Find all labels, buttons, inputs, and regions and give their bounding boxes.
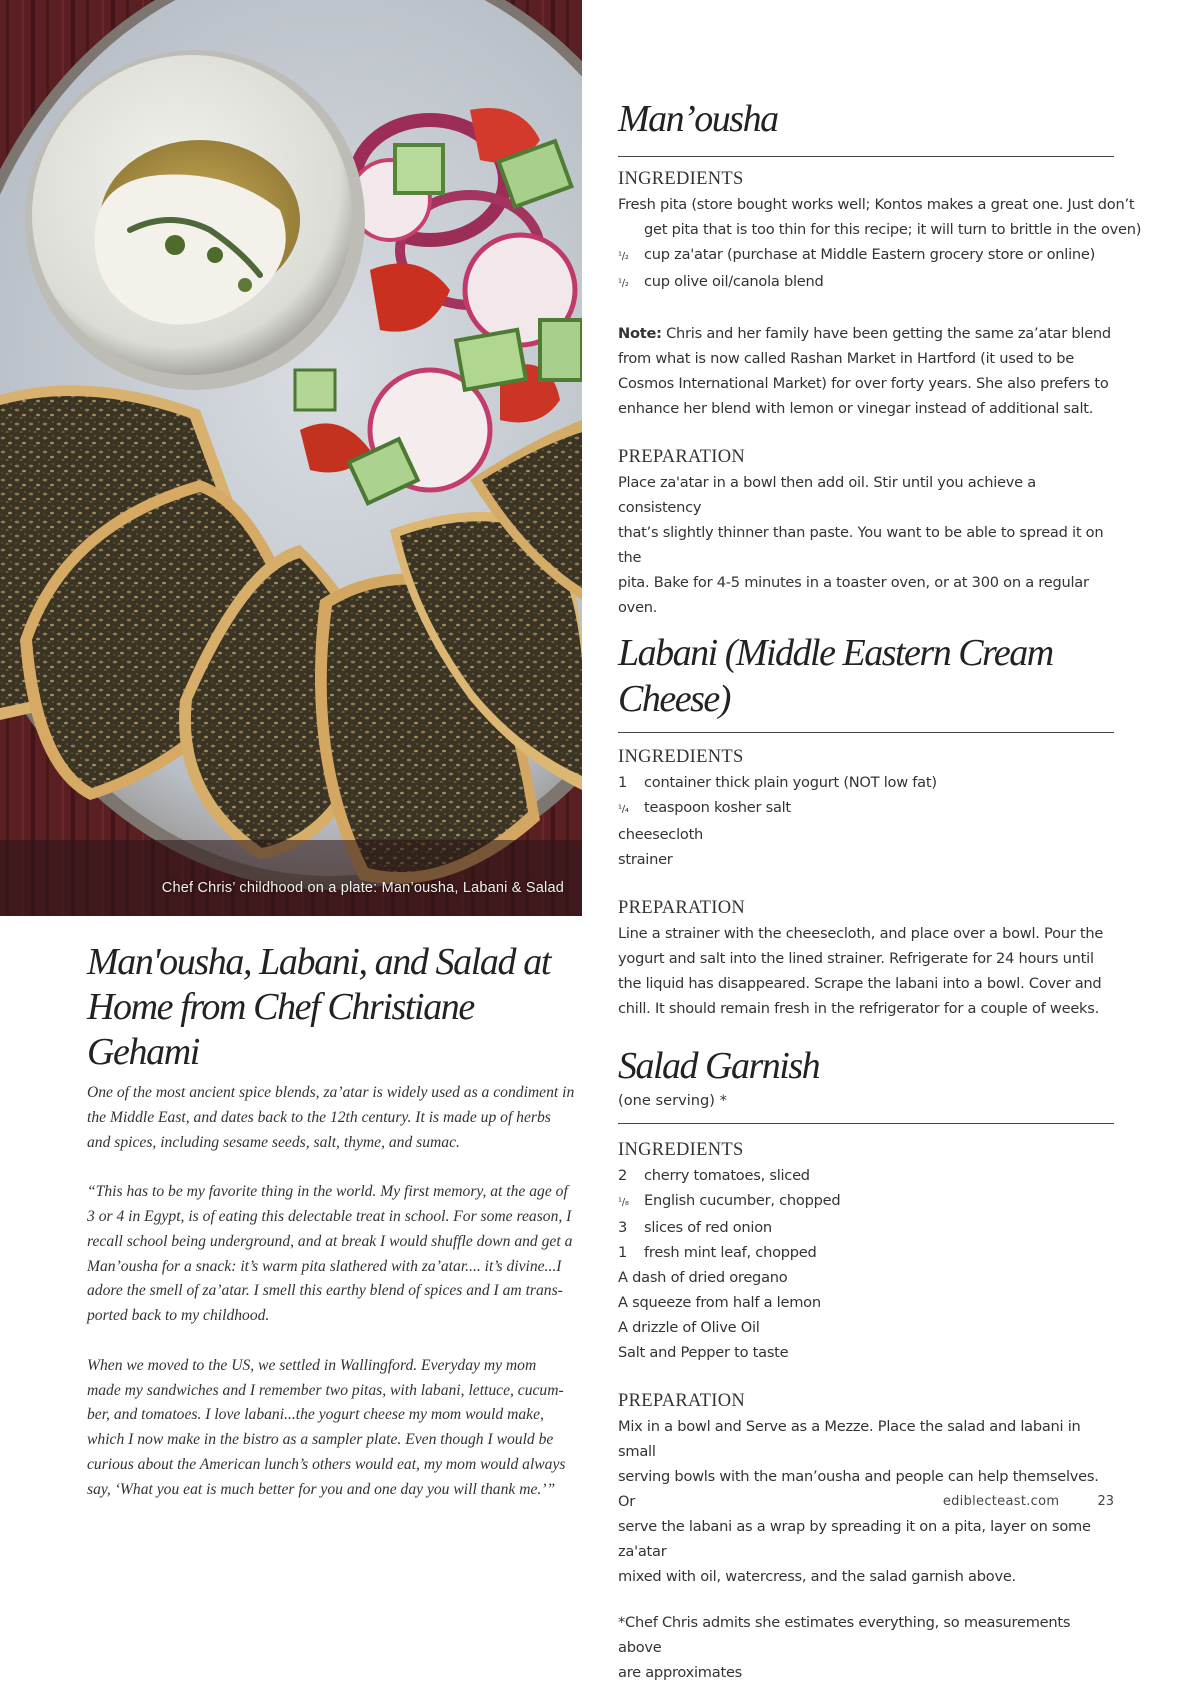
recipe-manousha [618, 96, 1142, 620]
page-footer [943, 1494, 1114, 1509]
ingredient-qty: 3 [618, 1219, 628, 1236]
text-line: the Middle East, and dates back to the 12th century. It is made up of herbs [87, 1108, 551, 1126]
ingredient-line [618, 1240, 1114, 1265]
text-line: say, ‘What you eat is much better for you and one day you will thank me.’” [87, 1480, 556, 1498]
ingredient-qty: 1 [618, 1244, 628, 1261]
preparation-text [618, 470, 1114, 620]
text-line: curious about the American lunch’s others would eat, my mom would always [87, 1455, 566, 1473]
text-line: 3 or 4 in Egypt, is of eating this delectable treat in school. For some reason, I [87, 1207, 572, 1225]
ingredient-line: strainer [618, 851, 673, 868]
preparation-heading: PREPARATION [618, 1391, 746, 1411]
text-line: from what is now called Rashan Market in Hartford (it used to be [618, 350, 1075, 367]
divider [618, 1123, 1114, 1124]
text-line: When we moved to the US, we settled in Wallingford. Everyday my mom [87, 1356, 537, 1374]
text-line: *Chef Chris admits she estimates everything, so measurements above [618, 1614, 1071, 1656]
ingredient-line [618, 269, 1114, 296]
ingredient-line [618, 770, 1114, 795]
ingredient-text: container thick plain yogurt (NOT low fat) [644, 774, 937, 791]
photo-caption: Chef Chris’ childhood on a plate: Man’ousha, Labani & Salad [161, 880, 564, 896]
text-line: enhance her blend with lemon or vinegar instead of additional salt. [618, 400, 1094, 417]
text-line: which I now make in the bistro as a sampler plate. Even though I would be [87, 1431, 554, 1449]
ingredients-heading: INGREDIENTS [618, 747, 744, 767]
ingredient-line: A squeeze from half a lemon [618, 1294, 821, 1311]
text-line: ber, and tomatoes. I love labani...the yogurt cheese my mom would make, [87, 1406, 544, 1424]
text-line: that’s slightly thinner than paste. You want to be able to spread it on the [618, 524, 1104, 566]
intro-paragraph [87, 1081, 589, 1155]
ingredient-qty: ¹/₂ [618, 251, 629, 262]
ingredient-qty: 2 [618, 1167, 628, 1184]
text-line: recall school being underground, and at break I would shuffle down and get a [87, 1232, 573, 1250]
article-title-line-1: Man'ousha, Labani, and Salad at [87, 941, 550, 983]
ingredient-text: teaspoon kosher salt [644, 799, 791, 816]
text-line: Man’ousha for a snack: it’s warm pita slathered with za’atar.... it’s divine...I [87, 1257, 562, 1275]
text-line: pita. Bake for 4-5 minutes in a toaster oven, or at 300 on a regular oven. [618, 574, 1089, 616]
text-line: “This has to be my favorite thing in the world. My first memory, at the age of [87, 1183, 568, 1201]
recipe-title: Salad Garnish [618, 1045, 820, 1087]
text-line: Line a strainer with the cheesecloth, and place over a bowl. Pour the [618, 925, 1104, 942]
recipes-column [618, 96, 1142, 1685]
ingredient-qty: ¹/₈ [618, 1197, 629, 1208]
ingredient-text: fresh mint leaf, chopped [644, 1244, 817, 1261]
recipe-title: Labani (Middle Eastern Cream Cheese) [618, 632, 1053, 720]
ingredients-heading: INGREDIENTS [618, 169, 744, 189]
ingredient-text: slices of red onion [644, 1219, 772, 1236]
ingredient-line: A drizzle of Olive Oil [618, 1319, 760, 1336]
note-label: Note: [618, 325, 662, 342]
ingredient-qty: ¹/₄ [618, 804, 629, 815]
text-line: Chris and her family have been getting the same za’atar blend [666, 325, 1111, 342]
text-line: Place za'atar in a bowl then add oil. Stir until you achieve a consistency [618, 474, 1036, 516]
text-line: Cosmos International Market) for over forty years. She also prefers to [618, 375, 1109, 392]
text-line: mixed with oil, watercress, and the salad garnish above. [618, 1568, 1016, 1585]
ingredient-line: Salt and Pepper to taste [618, 1344, 789, 1361]
recipe-note [618, 321, 1114, 421]
preparation-heading: PREPARATION [618, 447, 746, 467]
text-line: and spices, including sesame seeds, salt, thyme, and sumac. [87, 1133, 460, 1151]
text-line: adore the smell of za’atar. I smell this earthy blend of spices and I am trans- [87, 1282, 563, 1300]
preparation-text [618, 921, 1114, 1021]
ingredient-text: cherry tomatoes, sliced [644, 1167, 810, 1184]
text-line: yogurt and salt into the lined strainer. Refrigerate for 24 hours until [618, 950, 1094, 967]
text-line: the liquid has disappeared. Scrape the labani into a bowl. Cover and [618, 975, 1102, 992]
quote-paragraph-2 [87, 1354, 589, 1503]
text-line: serve the labani as a wrap by spreading it on a pita, layer on some za'atar [618, 1518, 1091, 1560]
food-photo [0, 0, 582, 916]
divider [618, 732, 1114, 733]
ingredient-line: Fresh pita (store bought works well; Kontos makes a great one. Just don’t [618, 196, 1135, 213]
text-line: Mix in a bowl and Serve as a Mezze. Place the salad and labani in small [618, 1418, 1081, 1460]
ingredient-line: A dash of dried oregano [618, 1269, 788, 1286]
text-line: serving bowls with the man’ousha and people can help themselves. Or [618, 1468, 1099, 1510]
website-url: ediblecteast.com [942, 1494, 1060, 1509]
ingredient-line [618, 795, 1114, 822]
ingredient-qty: ¹/₂ [618, 278, 629, 289]
ingredient-text: cup za'atar (purchase at Middle Eastern grocery store or online) [644, 246, 1096, 263]
text-line: made my sandwiches and I remember two pitas, with labani, lettuce, cucum- [87, 1381, 564, 1399]
ingredient-line: get pita that is too thin for this recipe; it will turn to brittle in the oven) [644, 221, 1142, 238]
ingredient-text: English cucumber, chopped [644, 1192, 841, 1209]
divider [618, 156, 1114, 157]
page-number: 23 [1097, 1494, 1114, 1509]
ingredient-line: cheesecloth [618, 826, 704, 843]
article-intro [87, 940, 589, 1503]
recipe-title: Man’ousha [618, 98, 778, 140]
article-title [87, 940, 589, 1075]
footnote [618, 1610, 1114, 1685]
text-line: chill. It should remain fresh in the refrigerator for a couple of weeks. [618, 1000, 1099, 1017]
ingredient-text: cup olive oil/canola blend [644, 273, 824, 290]
quote-paragraph-1 [87, 1180, 589, 1329]
text-line: One of the most ancient spice blends, za’atar is widely used as a condiment in [87, 1084, 575, 1101]
recipe-salad-garnish [618, 1043, 1114, 1685]
ingredient-line [618, 1215, 1114, 1240]
food-photo-illustration [0, 0, 582, 916]
text-line: ported back to my childhood. [87, 1307, 270, 1325]
ingredient-line [618, 1188, 1114, 1215]
ingredient-qty: 1 [618, 774, 628, 791]
ingredient-line [618, 1163, 1114, 1188]
article-title-line-2: Home from Chef Christiane Gehami [87, 986, 474, 1073]
text-line: are approximates [618, 1664, 743, 1681]
ingredient-line [618, 242, 1114, 269]
preparation-heading: PREPARATION [618, 898, 746, 918]
ingredients-heading: INGREDIENTS [618, 1140, 744, 1160]
serving-size: (one serving) * [618, 1092, 727, 1109]
recipe-labani [618, 630, 1114, 1021]
